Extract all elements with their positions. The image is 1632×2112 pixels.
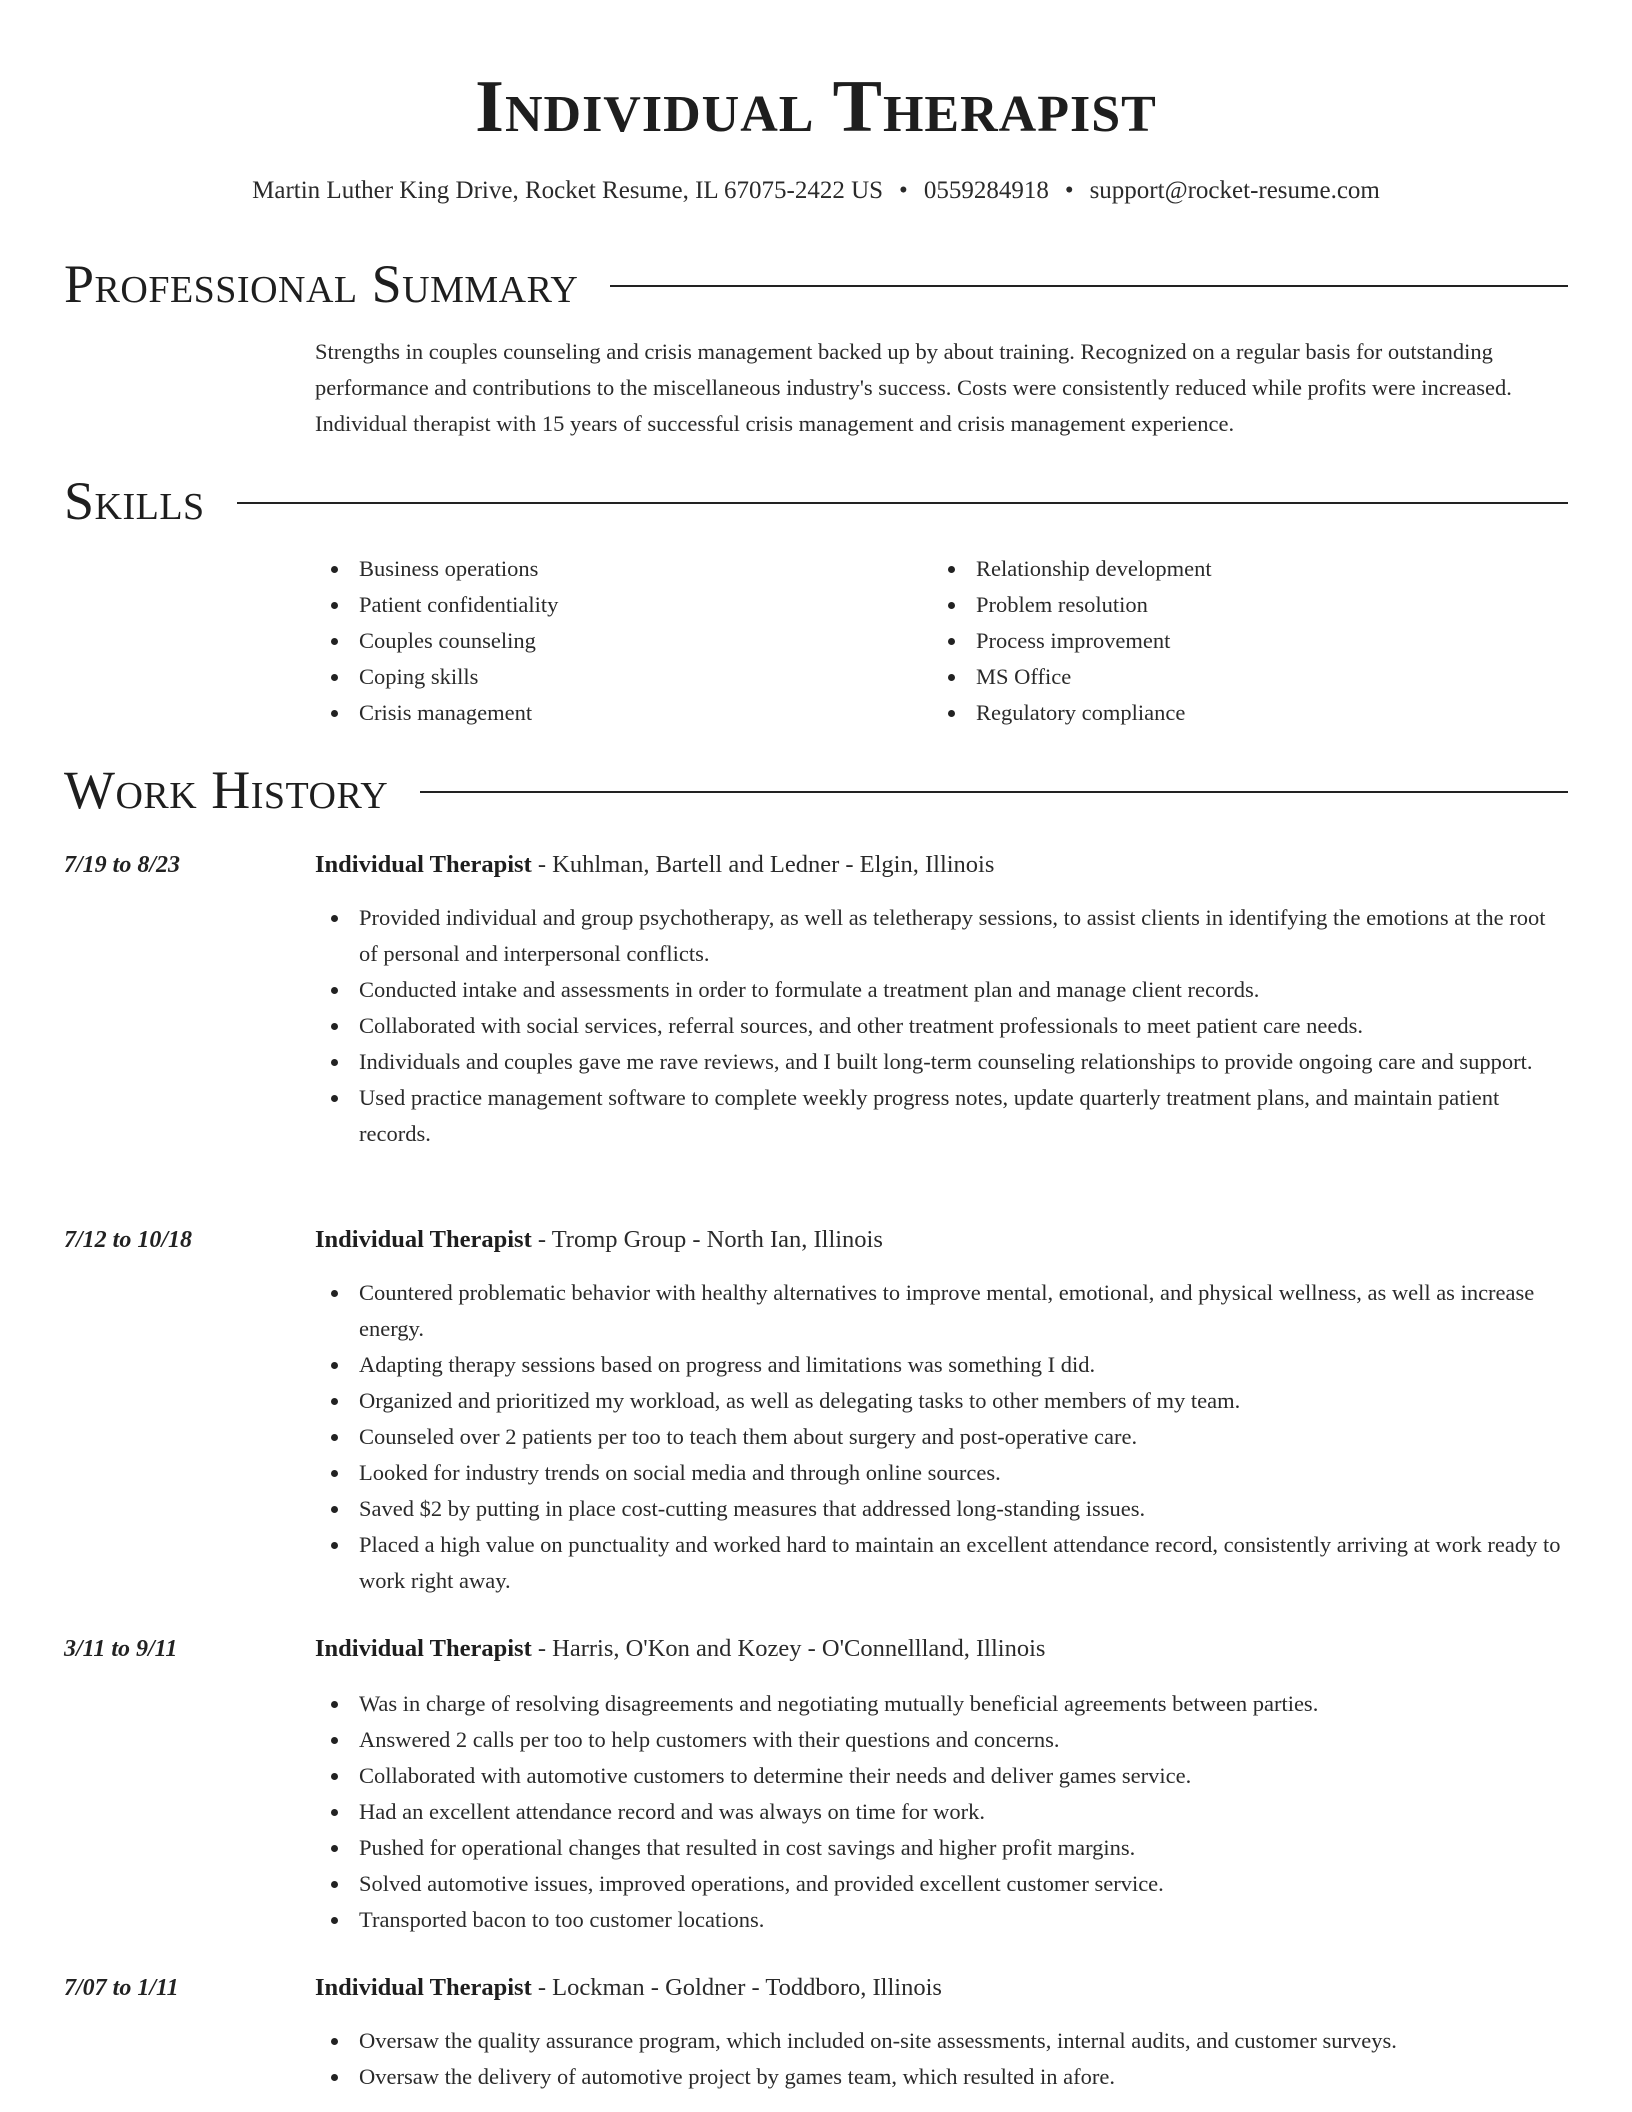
skill-item: Couples counseling: [315, 623, 932, 659]
job-bullet: Oversaw the quality assurance program, which included on-site assessments, internal audits, and customer surveys.: [315, 2023, 1568, 2059]
summary-section-header: [64, 252, 1568, 316]
job-bullets: [315, 1686, 1568, 1938]
job-title: Individual Therapist: [315, 1635, 532, 1662]
job-employer: - Kuhlman, Bartell and Ledner - Elgin, Illinois: [531, 851, 995, 878]
job-bullet: Oversaw the delivery of automotive project by games team, which resulted in afore.: [315, 2059, 1568, 2095]
skills-column-left: [315, 551, 932, 731]
job-bullet: Answered 2 calls per too to help customers with their questions and concerns.: [315, 1722, 1568, 1758]
job-bullet: Conducted intake and assessments in order to formulate a treatment plan and manage client records.: [315, 972, 1568, 1008]
skill-item: Coping skills: [315, 659, 932, 695]
job-title: Individual Therapist: [315, 1974, 532, 2001]
resume-page: [64, 0, 1568, 2112]
job-bullet: Placed a high value on punctuality and worked hard to maintain an excellent attendance record, consistently arriving at work ready to work right away.: [315, 1527, 1568, 1599]
job-dates: 7/07 to 1/11: [64, 1975, 179, 2001]
job-bullet: Collaborated with social services, referral sources, and other treatment professionals to meet patient care needs.: [315, 1008, 1568, 1044]
job-heading: [315, 1223, 883, 1257]
job-bullets: [315, 900, 1568, 1152]
skills-list: [315, 551, 1568, 731]
job-heading: [315, 1971, 942, 2005]
job-bullet: Used practice management software to complete weekly progress notes, update quarterly treatment plans, and maintain patient records.: [315, 1080, 1568, 1152]
job-employer: - Lockman - Goldner - Toddboro, Illinois: [531, 1974, 942, 2001]
skill-item: Patient confidentiality: [315, 587, 932, 623]
skill-item: Business operations: [315, 551, 932, 587]
skill-item: Process improvement: [932, 623, 1549, 659]
contact-separator: •: [1064, 177, 1074, 204]
summary-heading: Professional Summary: [64, 254, 579, 314]
job-bullet: Transported bacon to too customer locations.: [315, 1902, 1568, 1938]
job-employer: - Harris, O'Kon and Kozey - O'Connellland, Illinois: [531, 1635, 1046, 1662]
job-employer: - Tromp Group - North Ian, Illinois: [531, 1226, 883, 1253]
section-divider: [610, 285, 1568, 287]
job-bullet: Collaborated with automotive customers to determine their needs and deliver games service.: [315, 1758, 1568, 1794]
skills-section-header: [64, 469, 1568, 533]
work-section-header: [64, 758, 1568, 822]
section-divider: [237, 502, 1568, 504]
summary-text: Strengths in couples counseling and crisis management backed up by about training. Recognized on a regular basis for outstanding performance and contributions to the miscellaneous industry's success. Costs were consistently reduced while profits were increased. Individual therapist with 15 years of successful crisis management and crisis management experience.: [315, 339, 1512, 436]
contact-separator: •: [899, 177, 908, 204]
job-bullet: Saved $2 by putting in place cost-cutting measures that addressed long-standing issues.: [315, 1491, 1568, 1527]
job-dates: 3/11 to 9/11: [64, 1636, 178, 1662]
job-bullet: Looked for industry trends on social media and through online sources.: [315, 1455, 1568, 1491]
skills-column-right: [932, 551, 1549, 731]
job-dates: 7/19 to 8/23: [64, 852, 181, 878]
skills-heading: Skills: [64, 471, 205, 531]
work-heading: Work History: [64, 760, 389, 820]
job-bullet: Solved automotive issues, improved operations, and provided excellent customer service.: [315, 1866, 1568, 1902]
job-bullet: Counseled over 2 patients per too to teach them about surgery and post-operative care.: [315, 1419, 1568, 1455]
contact-email: support@rocket-resume.com: [1089, 177, 1380, 204]
job-bullet: Pushed for operational changes that resulted in cost savings and higher profit margins.: [315, 1830, 1568, 1866]
skill-item: MS Office: [932, 659, 1549, 695]
job-heading: [315, 1632, 1045, 1666]
contact-address: Martin Luther King Drive, Rocket Resume, IL 67075-2422 US: [252, 177, 884, 204]
job-bullet: Individuals and couples gave me rave reviews, and I built long-term counseling relationships to provide ongoing care and support.: [315, 1044, 1568, 1080]
job-heading: [315, 848, 994, 882]
job-title: Individual Therapist: [315, 851, 532, 878]
job-bullet: Had an excellent attendance record and was always on time for work.: [315, 1794, 1568, 1830]
contact-phone: 0559284918: [923, 177, 1049, 204]
resume-title: Individual Therapist: [475, 66, 1157, 148]
job-dates: 7/12 to 10/18: [64, 1227, 193, 1253]
job-title: Individual Therapist: [315, 1226, 532, 1253]
skill-item: Relationship development: [932, 551, 1549, 587]
job-bullets: [315, 1275, 1568, 1599]
skill-item: Problem resolution: [932, 587, 1549, 623]
section-divider: [420, 791, 1568, 793]
job-bullet: Was in charge of resolving disagreements and negotiating mutually beneficial agreements between parties.: [315, 1686, 1568, 1722]
skill-item: Crisis management: [315, 695, 932, 731]
job-bullets: [315, 2023, 1568, 2095]
skill-item: Regulatory compliance: [932, 695, 1549, 731]
job-bullet: Organized and prioritized my workload, as well as delegating tasks to other members of my team.: [315, 1383, 1568, 1419]
job-bullet: Provided individual and group psychotherapy, as well as teletherapy sessions, to assist clients in identifying the emotions at the root of personal and interpersonal conflicts.: [315, 900, 1568, 972]
job-bullet: Adapting therapy sessions based on progress and limitations was something I did.: [315, 1347, 1568, 1383]
contact-line: [64, 174, 1568, 208]
job-bullet: Countered problematic behavior with healthy alternatives to improve mental, emotional, and physical wellness, as well as increase energy.: [315, 1275, 1568, 1347]
